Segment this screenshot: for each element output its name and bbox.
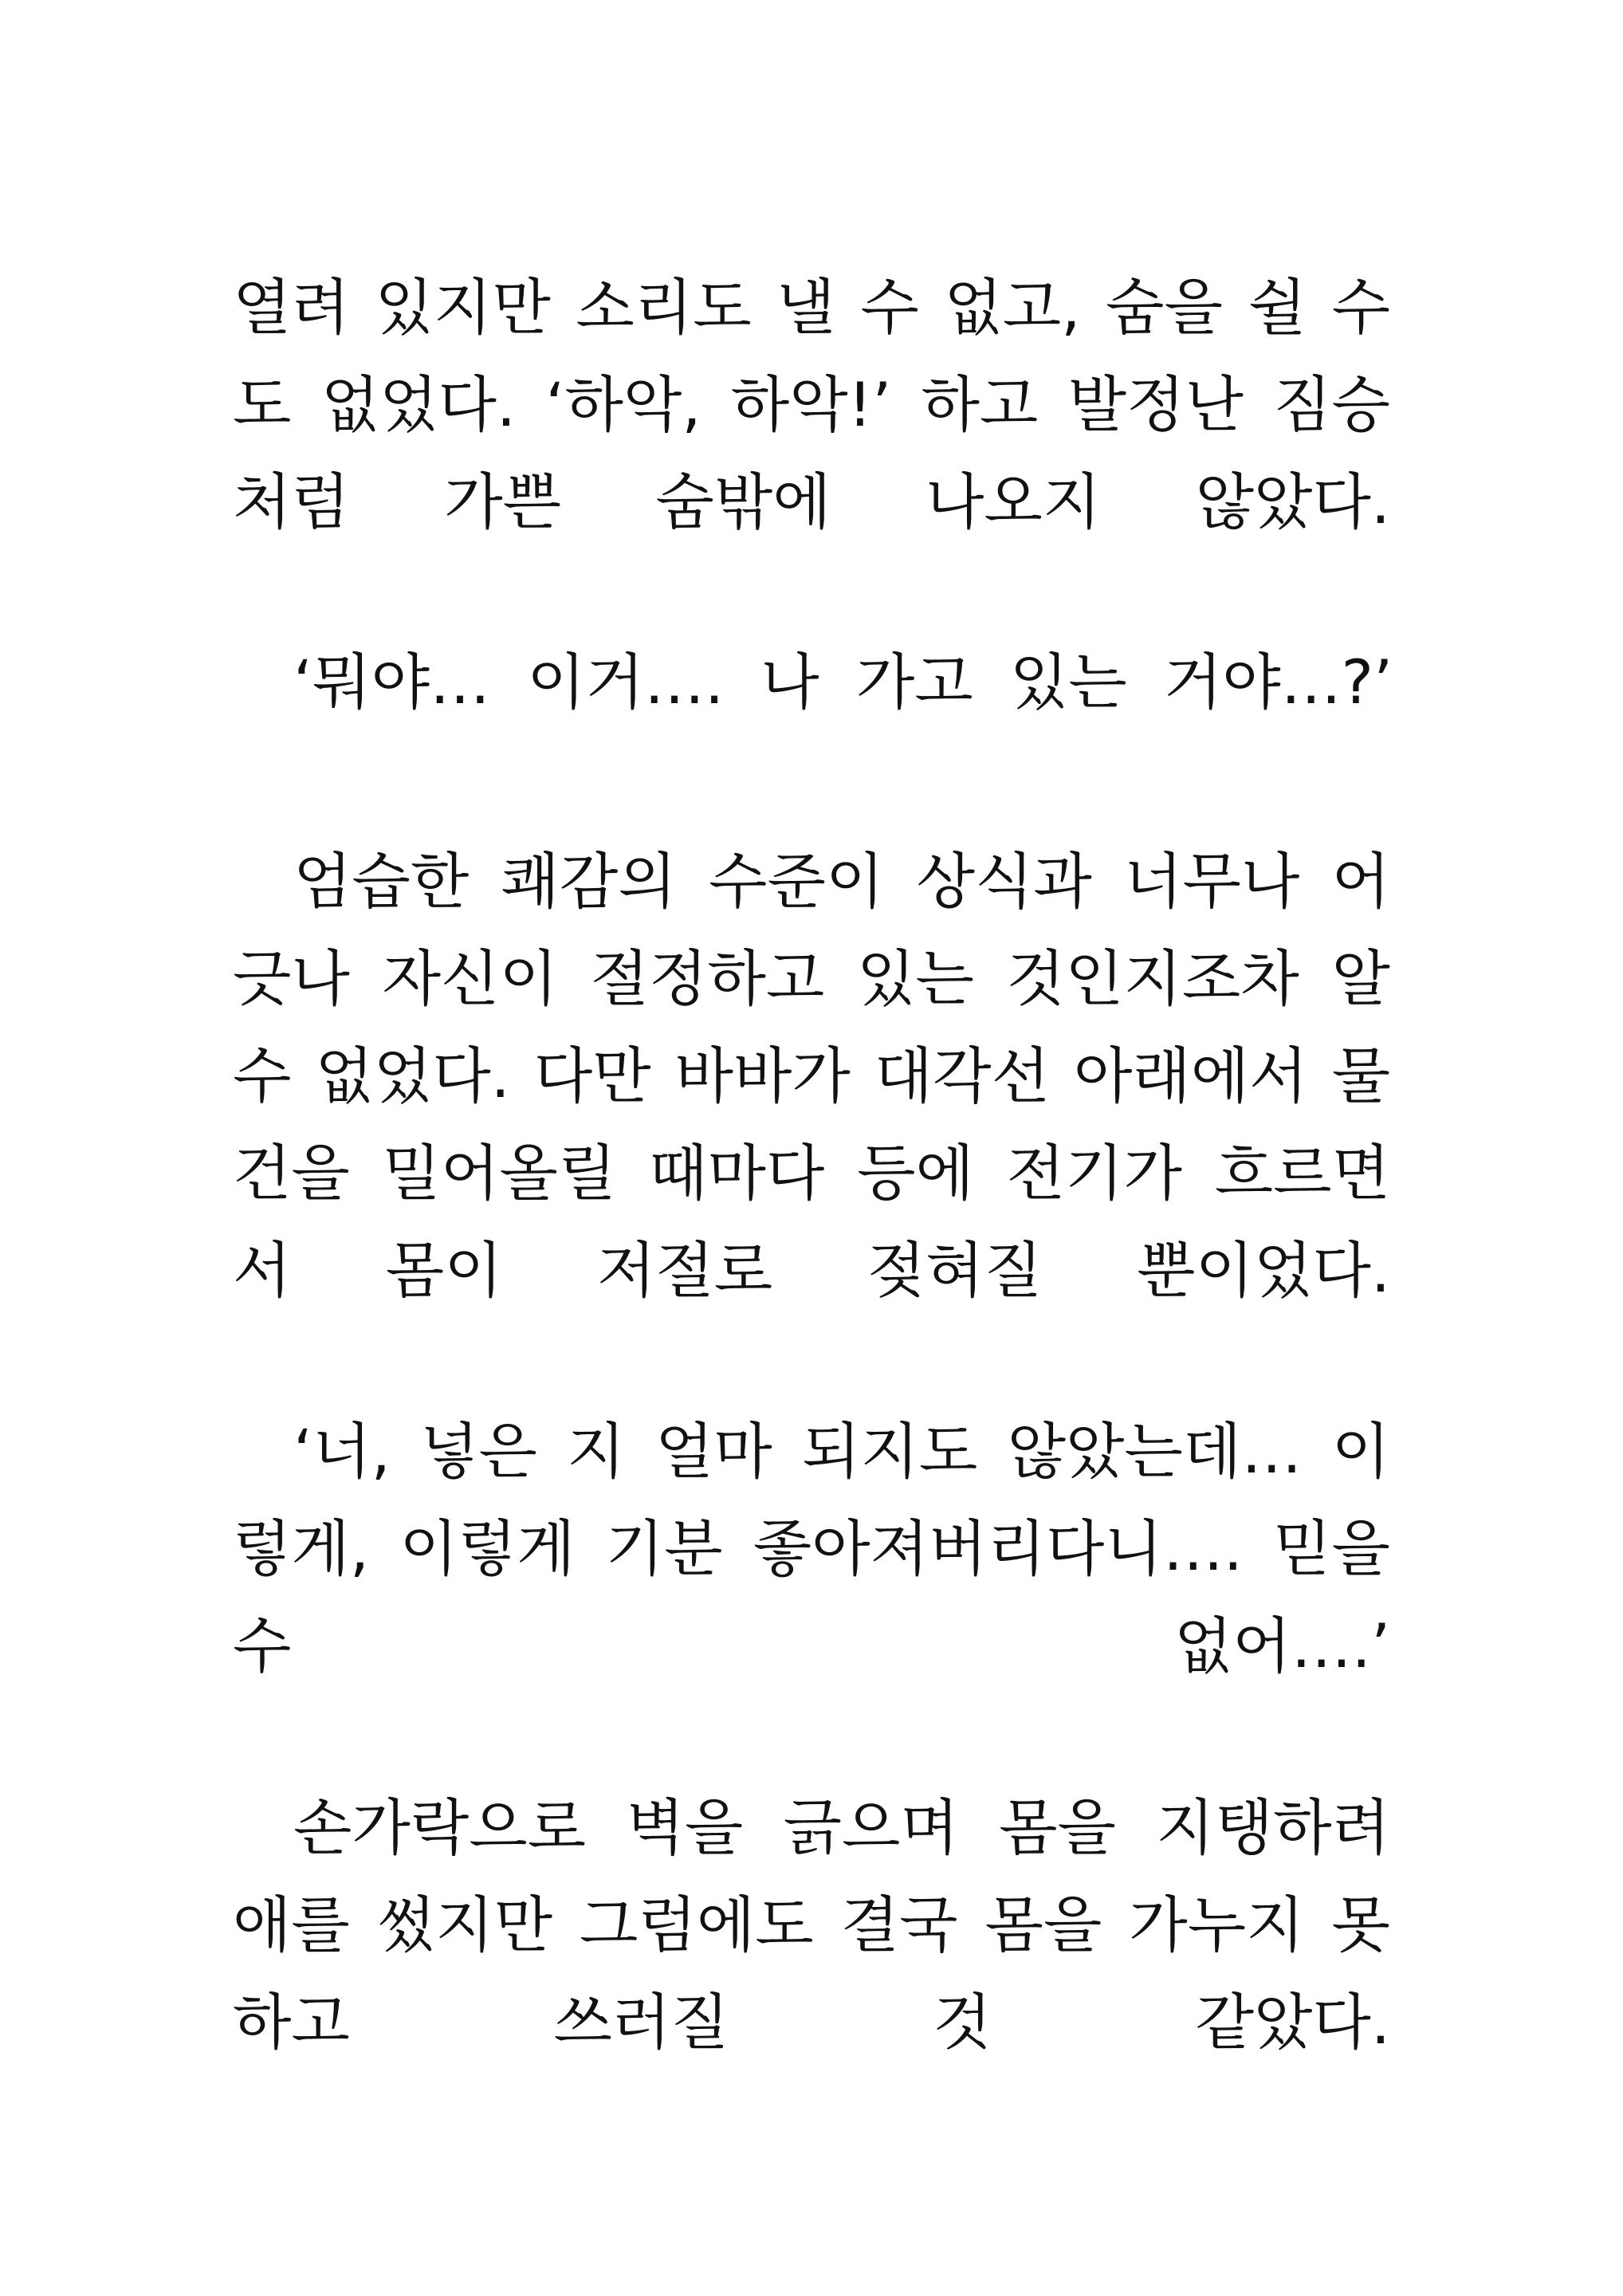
- word: 밀어올릴: [382, 1138, 617, 1209]
- paragraph-1: [233, 259, 1390, 551]
- paragraph-5: [233, 1779, 1390, 2071]
- word: 몸을: [984, 1889, 1102, 1960]
- paragraph-3: [233, 833, 1390, 1319]
- word: 도: [233, 369, 292, 440]
- word: 바바가: [674, 1040, 851, 1111]
- text-line: [233, 1500, 1390, 1598]
- word: 쾌감의: [501, 846, 677, 917]
- word: 수: [860, 272, 919, 343]
- word: 절정하고: [590, 943, 825, 1014]
- text-line: 서 몸이 저절로 젖혀질 뿐이었다.: [233, 1235, 1390, 1306]
- word: 썼지만: [376, 1889, 553, 1960]
- word: 기분: [605, 1513, 723, 1584]
- text-line: [233, 833, 1390, 930]
- word: 수준이: [709, 846, 885, 917]
- paragraph-4: [233, 1403, 1390, 1695]
- text-line: [233, 356, 1390, 454]
- word: 긋나: [233, 943, 350, 1014]
- word: 없었다.: [315, 1040, 510, 1111]
- word: 쉴: [1248, 272, 1307, 343]
- text-line: [233, 259, 1390, 356]
- word: 없고,: [944, 272, 1081, 343]
- word: 건을: [233, 1138, 350, 1209]
- word: 대각선: [874, 1040, 1050, 1111]
- text-line: [233, 1779, 1390, 1877]
- word: 소리도: [576, 272, 752, 343]
- word: 얼마: [654, 1416, 772, 1487]
- word: 되지도: [802, 1416, 978, 1487]
- word: 아래에서: [1073, 1040, 1308, 1111]
- text-line: [233, 1403, 1390, 1500]
- word: 결국: [840, 1889, 958, 1960]
- word: 좋아져버리다니….: [753, 1513, 1243, 1584]
- text-line: ‘뭐야… 이거…. 나 가고 있는 거야…?’: [293, 647, 1393, 718]
- word: 자신이: [382, 943, 558, 1014]
- word: 등에: [857, 1138, 974, 1209]
- word: 다만: [533, 1040, 651, 1111]
- word: 지탱하려: [1156, 1792, 1390, 1863]
- text-line: [233, 1877, 1390, 1974]
- word: 있지만: [375, 272, 551, 343]
- text-line: 하고 쓰러질 것 같았다.: [233, 1987, 1390, 2058]
- word: 흐르면: [1214, 1138, 1390, 1209]
- text-line: 처럼 가쁜 숨밖에 나오지 않았다.: [233, 466, 1390, 537]
- text-line: [233, 930, 1390, 1028]
- word: 수: [233, 1040, 292, 1111]
- word: 하고: [921, 369, 1039, 440]
- word: ‘너,: [293, 1416, 391, 1487]
- word: 애를: [233, 1889, 350, 1960]
- word: 알: [1331, 943, 1390, 1014]
- word: 못: [1331, 1889, 1390, 1960]
- word: 이렇게: [399, 1513, 576, 1584]
- word: 하악!’: [730, 369, 892, 440]
- word: 너무나: [1124, 846, 1300, 917]
- paragraph-2: [233, 634, 1393, 731]
- word: 그럼에도: [580, 1889, 814, 1960]
- word: 것인지조차: [1006, 943, 1299, 1014]
- word: 엄습한: [293, 846, 470, 917]
- word: 긁으며: [783, 1792, 959, 1863]
- word: 몸을: [999, 1792, 1116, 1863]
- word: 렇게,: [233, 1513, 369, 1584]
- word: 있는: [857, 943, 974, 1014]
- word: 손가락으로: [293, 1792, 587, 1863]
- word: 발정난: [1067, 369, 1244, 440]
- word: 숨을: [1106, 272, 1223, 343]
- text-line: 수 없어….’: [233, 1610, 1390, 1681]
- text-line: [233, 1028, 1390, 1125]
- text-line: [233, 1125, 1390, 1222]
- word: ‘하악,: [545, 369, 701, 440]
- word: 않았는데…: [1007, 1416, 1303, 1487]
- word: 이: [1331, 1416, 1390, 1487]
- word: 벽을: [626, 1792, 744, 1863]
- word: 때마다: [649, 1138, 825, 1209]
- word: 지: [567, 1416, 626, 1487]
- word: 없었다.: [320, 369, 517, 440]
- word: 짐승: [1273, 369, 1390, 440]
- word: 어: [1331, 846, 1390, 917]
- word: 가누지: [1129, 1889, 1305, 1960]
- word: 물: [1331, 1040, 1390, 1111]
- word: 상식과: [916, 846, 1092, 917]
- word: 믿을: [1273, 1513, 1390, 1584]
- word: 낼: [776, 272, 835, 343]
- word: 전기가: [1006, 1138, 1182, 1209]
- word: 수: [1331, 272, 1390, 343]
- word: 넣은: [420, 1416, 537, 1487]
- word: 열려: [233, 272, 350, 343]
